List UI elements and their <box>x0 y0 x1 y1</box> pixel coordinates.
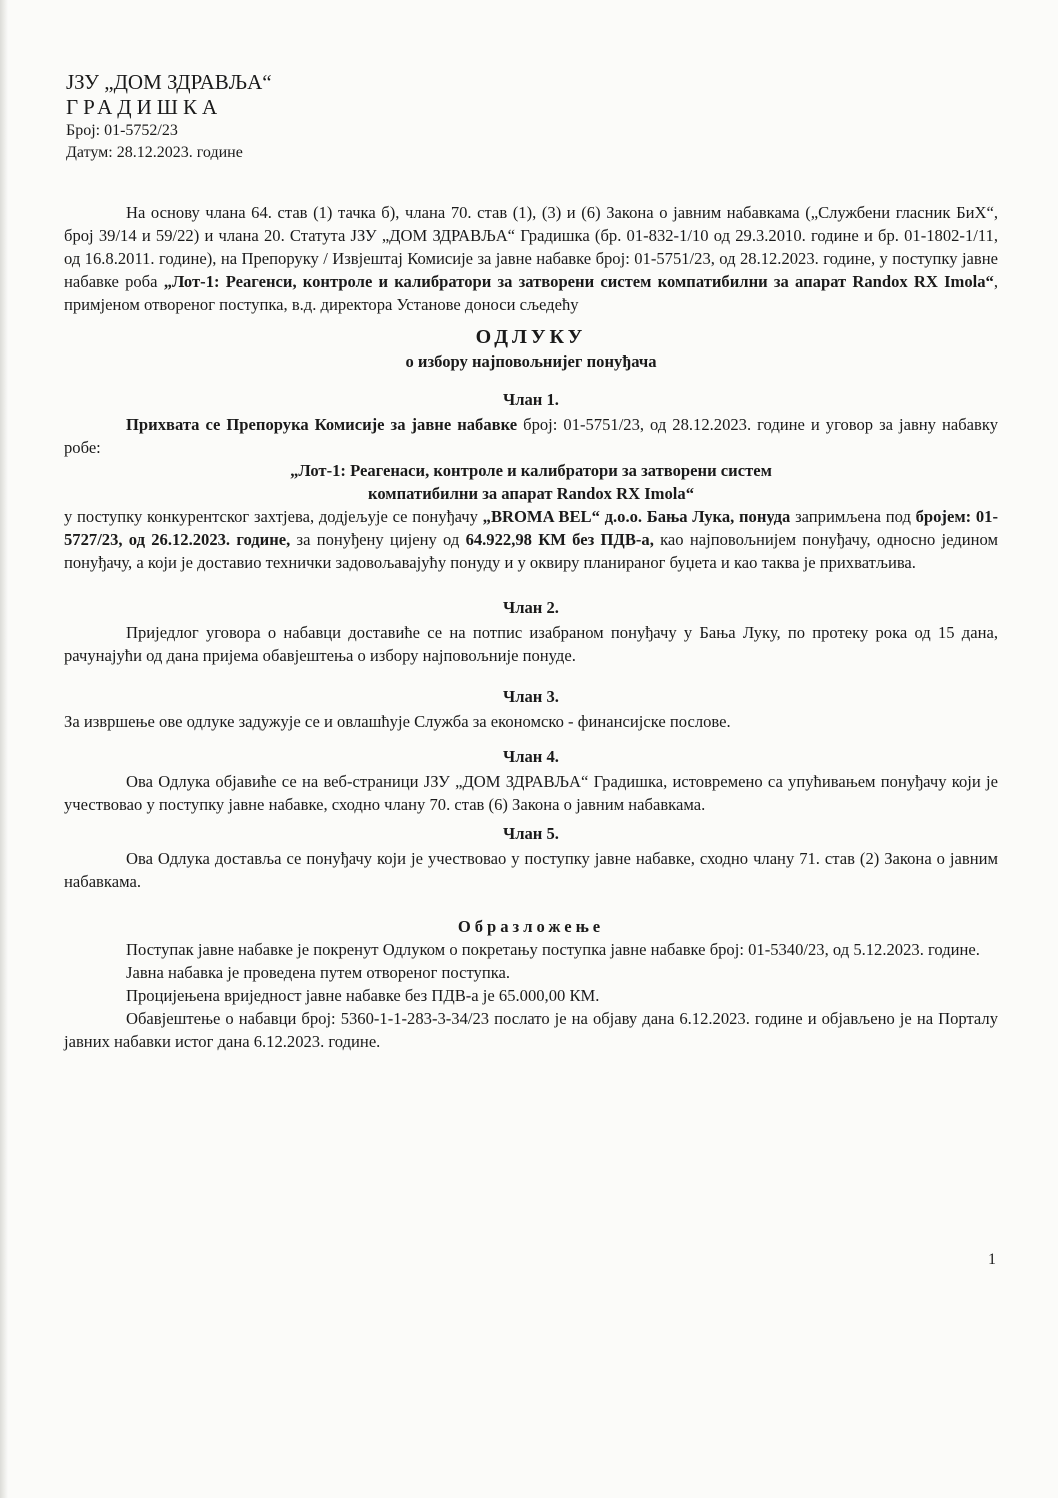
article-1-heading: Члан 1. <box>503 390 559 409</box>
document-date: Датум: 28.12.2023. године <box>66 144 243 161</box>
reasoning-heading: Образложење <box>457 917 605 936</box>
document-header <box>66 70 486 164</box>
article-1-bold-start: Прихвата се Препорука Комисије за јавне набавке <box>126 415 518 434</box>
article-1-award-text <box>64 505 998 574</box>
document-number: Број: 01-5752/23 <box>66 122 178 139</box>
article-1-price: 64.922,98 КМ без ПДВ-а, <box>465 530 654 549</box>
article-1-text-a: број: 01-5751/23, од 28.12.2023. године и уговор за јавну набавку робе: <box>64 415 998 457</box>
article-4-heading: Члан 4. <box>503 747 559 766</box>
article-1-text <box>64 413 998 459</box>
intro-lot-title: „Лот-1: Реагенси, контроле и калибратори за затворени систем компатибилни за апарат Randox RX Imola“ <box>163 272 994 291</box>
article-1-text-b: у поступку конкурентског захтјева, додјељује се понуђачу <box>64 507 483 526</box>
reasoning-paragraph-3: Процијењена вриједност јавне набавке без ПДВ-а је 65.000,00 КМ. <box>126 986 600 1005</box>
institution-city: ГРАДИШКА <box>66 95 223 119</box>
reasoning-paragraph-2: Јавна набавка је проведена путем отвореног поступка. <box>126 963 511 982</box>
intro-text: На основу члана 64. став (1) тачка б), члана 70. став (1), (3) и (6) Закона о јавним набавкама („Службени гласник БиХ“, број 39/14 и 59/22) и члана 20. Статута ЈЗУ „ДОМ ЗДРАВЉА“ Градишка (бр. 01-832-1/10 од 29.3.2010. године и бр. 01-1802-1/11, од 16.8.2011. године), на Препоруку / Извјештај Комисије за јавне набавке број: 01-5751/23, од 28.12.2023. године, у поступку јавне набавке роба <box>64 203 998 291</box>
article-4-text: Ова Одлука објавиће се на веб-страници ЈЗУ „ДОМ ЗДРАВЉА“ Градишка, истовремено са упућивањем понуђачу који је учествовао у поступку јавне набавке, сходно члану 70. став (6) Закона о јавним набавкама. <box>64 772 998 814</box>
article-5-heading: Члан 5. <box>503 824 559 843</box>
article-3-text: За извршење ове одлуке задужује се и овлашћује Служба за економско - финансијске послове. <box>64 712 731 731</box>
article-2-text: Приједлог уговора о набавци доставиће се на потпис изабраном понуђачу у Бања Луку, по протеку рока од 15 дана, рачунајући од дана пријема обавјештења о избору најповољније понуде. <box>64 623 998 665</box>
article-3-heading: Члан 3. <box>503 687 559 706</box>
article-1-text-c: запримљена под <box>790 507 916 526</box>
scan-edge-shadow <box>0 0 8 1498</box>
article-5-text: Ова Одлука доставља се понуђачу који је учествовао у поступку јавне набавке, сходно члану 71. став (2) Закона о јавним набавкама. <box>64 849 998 891</box>
article-1-text-e: као најповољнијем понуђачу, односно једином понуђачу, а који је доставио технички задовољавајућу понуду и у оквиру планираног буџета и као таква је прихватљива. <box>64 530 998 572</box>
institution-name: ЈЗУ „ДОМ ЗДРАВЉА“ <box>66 70 272 94</box>
reasoning-paragraph-1: Поступак јавне набавке је покренут Одлуком о покретању поступка јавне набавке број: 01-5340/23, од 5.12.2023. године. <box>126 940 980 959</box>
reasoning-paragraph-4: Обавјештење о набавци број: 5360-1-1-283-3-34/23 послато је на објаву дана 6.12.2023. године и објављено је на Порталу јавних набавки истог дана 6.12.2023. године. <box>64 1009 998 1051</box>
article-1-text-d: за понуђену цијену од <box>290 530 466 549</box>
article-2-heading: Члан 2. <box>503 598 559 617</box>
intro-text-end: , примјеном отвореног поступка, в.д. директора Установе доноси сљедећу <box>64 272 999 314</box>
article-1-lot-line-2: компатибилни за апарат Randox RX Imola“ <box>367 484 695 503</box>
page-number: 1 <box>988 1251 996 1268</box>
document-body <box>64 201 998 1053</box>
article-1-bidder: „BROMA BEL“ д.о.о. Бања Лука, понуда <box>482 507 791 526</box>
article-1-lot-line-1: „Лот-1: Реагенаси, контроле и калибратори за затворени систем <box>290 461 772 480</box>
intro-paragraph <box>64 201 998 316</box>
decision-title: ОДЛУКУ <box>475 326 587 348</box>
decision-subtitle: о избору најповољнијег понуђача <box>405 352 657 371</box>
article-1-offer-number: бројем: 01-5727/23, од 26.12.2023. године, <box>64 507 998 549</box>
